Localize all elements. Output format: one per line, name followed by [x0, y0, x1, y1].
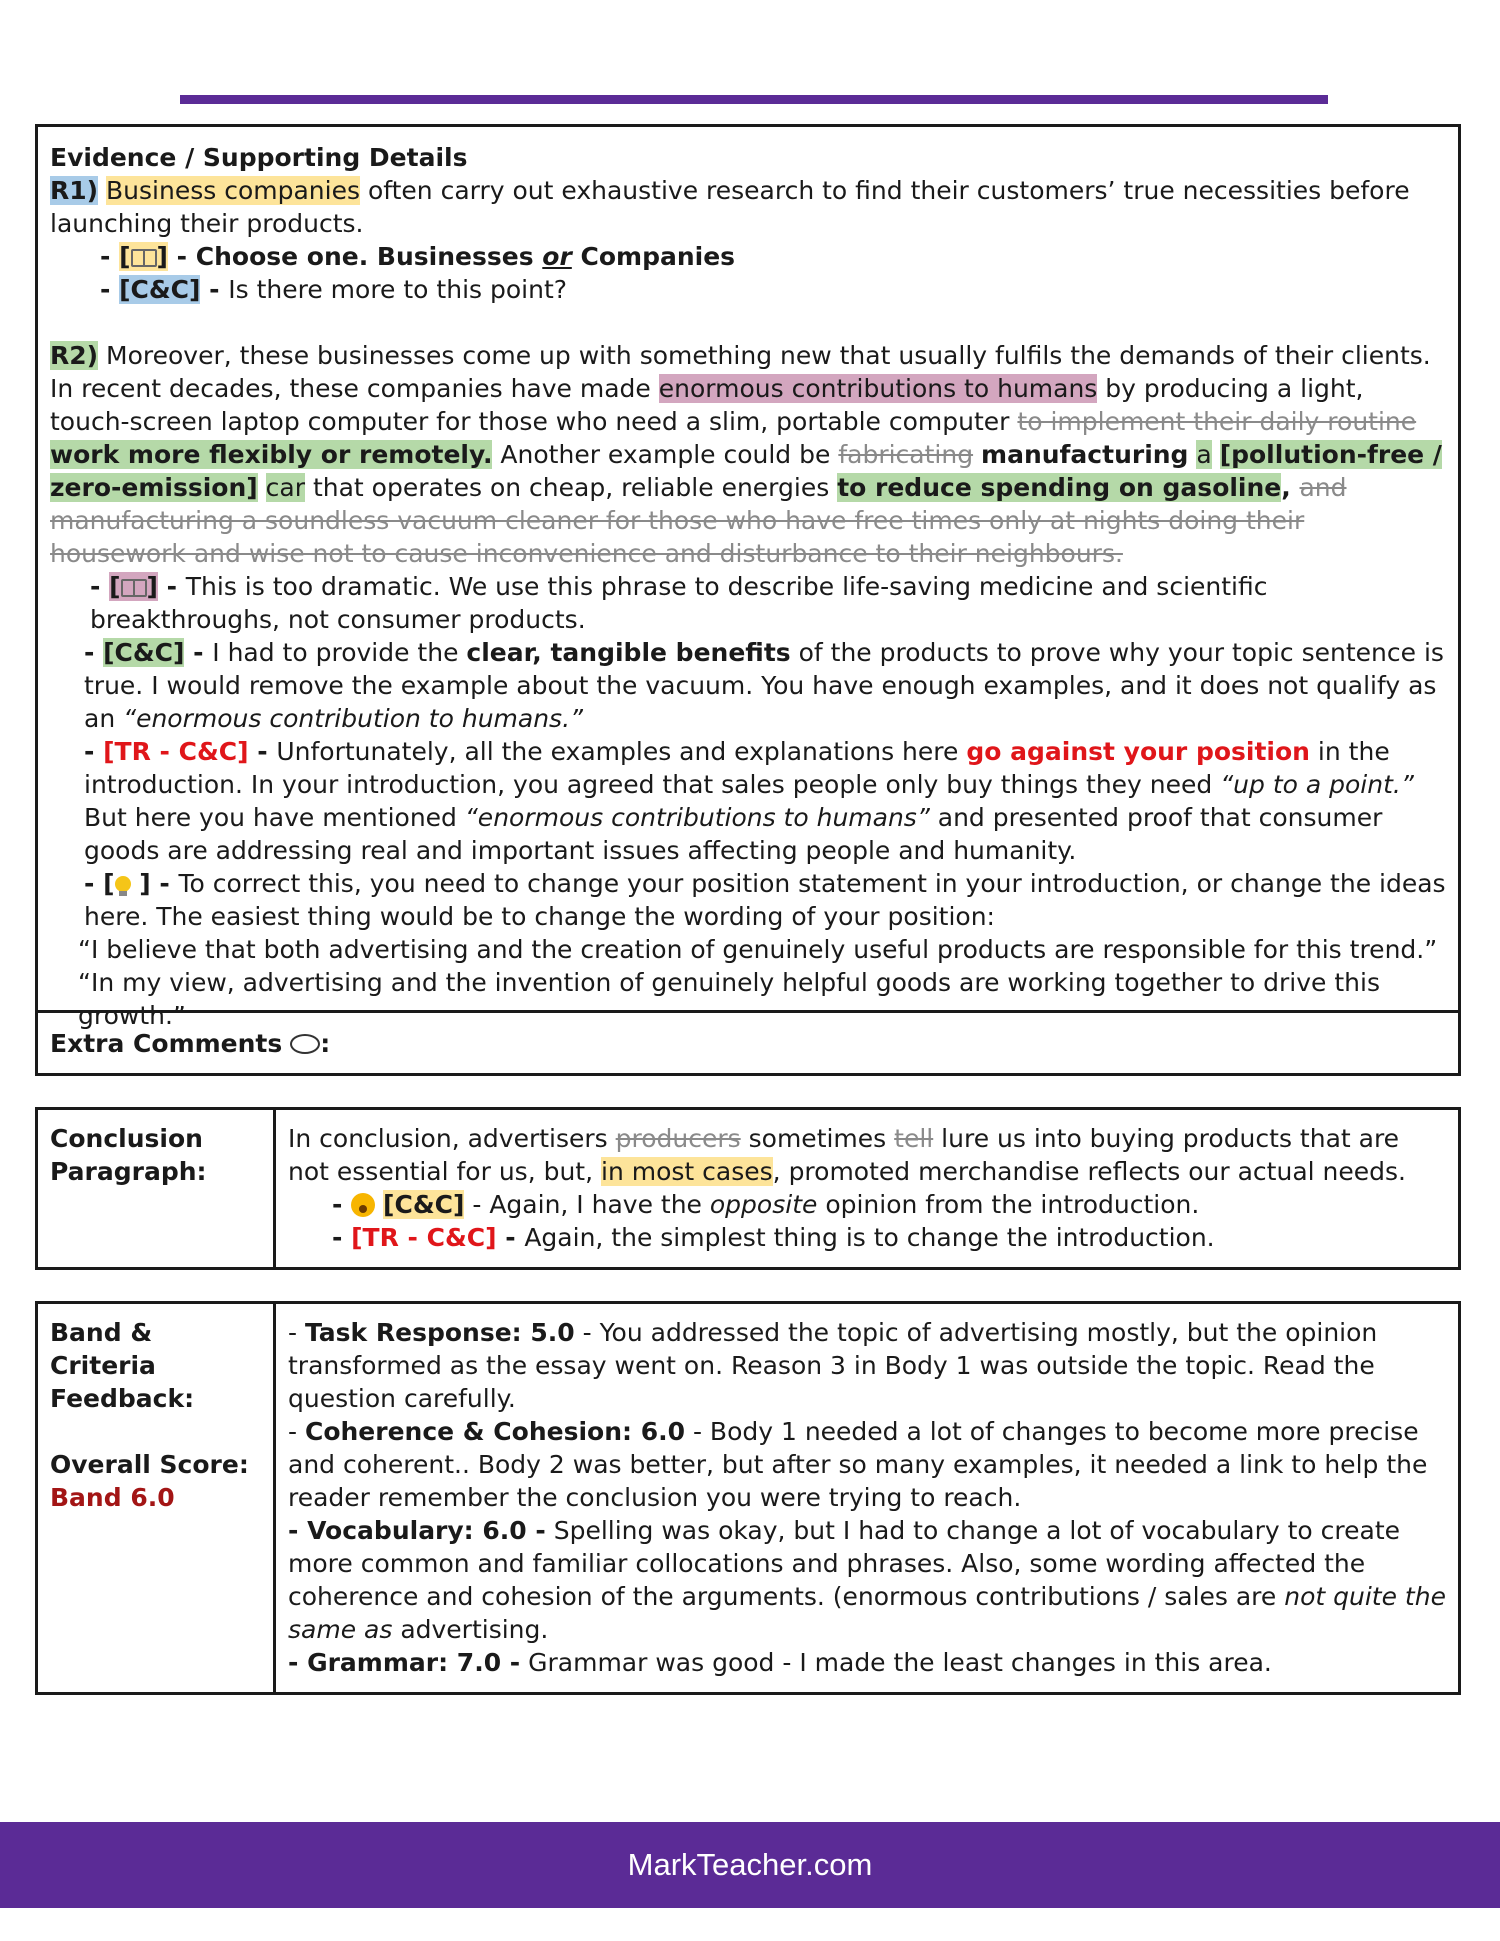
- spacer: [50, 306, 1446, 339]
- criterion-comment: - Body 1 needed a lot of changes to become more precise and coherent.. Body 2 was better, but after so many examples, it needed a link to help the reader remember the conclusion you were trying to reach.: [288, 1417, 1428, 1512]
- r2-comment-tr-cc: [50, 735, 1446, 867]
- conclusion-text: In conclusion, advertisers: [288, 1124, 616, 1153]
- r1-highlight: Business companies: [106, 176, 360, 205]
- comment-text: Choose one. Businesses: [195, 242, 543, 271]
- bullet-dash: -: [100, 242, 120, 271]
- comment-emphasis: or: [542, 242, 572, 271]
- r2-inserted-text: car: [265, 473, 305, 502]
- comment-separator: -: [167, 242, 196, 271]
- comment-text: This is too dramatic. We use this phrase to describe life-saving medicine and scientific breakthroughs, not consumer products.: [90, 572, 1268, 634]
- comment-text: Again, the simplest thing is to change the introduction.: [524, 1223, 1215, 1252]
- r2-deleted-text: and manufacturing a soundless vacuum cleaner for those who have free times only at nights doing their housework and wise not to cause inconvenience and disturbance to their neighbours.: [50, 473, 1347, 568]
- conclusion-comment-cc: [288, 1188, 1446, 1221]
- comment-text: Unfortunately, all the examples and explanations here: [276, 737, 967, 766]
- grammar-feedback: [288, 1646, 1446, 1679]
- conclusion-deleted-text: tell: [894, 1124, 934, 1153]
- r2-deleted-text: to implement their daily routine: [1017, 407, 1417, 436]
- overall-score-label: Overall Score:: [50, 1450, 249, 1479]
- bullet-dash: -: [332, 1223, 352, 1252]
- cc-tag: [C&C]: [103, 638, 185, 667]
- comment-text: To correct this, you need to change your position statement in your introduction, or change the ideas here. The easiest thing would be to change the wording of your position:: [84, 869, 1446, 931]
- spacer: [50, 1415, 261, 1448]
- suggested-position-2: “In my view, advertising and the invention of genuinely helpful goods are working together to drive this growth.”: [78, 968, 1380, 1030]
- conclusion-body: [276, 1110, 1458, 1267]
- r2-comment-idea: [50, 867, 1446, 933]
- bullet-dash: -: [100, 275, 120, 304]
- comment-separator: -: [184, 638, 213, 667]
- r2-label: R2): [50, 341, 99, 370]
- footer-bar: [0, 1822, 1500, 1908]
- r2-deleted-text: fabricating: [838, 440, 974, 469]
- conclusion-text: sometimes: [740, 1124, 895, 1153]
- comment-separator: -: [157, 572, 186, 601]
- comment-separator: -: [464, 1190, 490, 1219]
- comment-quote: “enormous contribution to humans.”: [123, 704, 583, 733]
- criterion-score: - Vocabulary: 6.0 -: [288, 1516, 546, 1545]
- book-icon: [121, 579, 147, 597]
- feedback-body: [276, 1304, 1458, 1692]
- comment-quote: “up to a point.”: [1220, 770, 1414, 799]
- cc-tag: [C&C]: [383, 1190, 465, 1219]
- comment-text: of the products to prove why your topic sentence is true. I would remove the example about the vacuum. You have enough examples, and it does not qualify as an: [84, 638, 1444, 733]
- conclusion-section: [35, 1107, 1461, 1270]
- tag-open: [: [119, 242, 131, 271]
- reason-1-paragraph: [50, 174, 1446, 240]
- r1-text: often carry out exhaustive research to find their customers’ true necessities before launching their products.: [50, 176, 1410, 238]
- conclusion-highlight: in most cases: [601, 1157, 773, 1186]
- evidence-body: [38, 127, 1458, 1030]
- extra-comments: [38, 1013, 1458, 1074]
- comment-separator: -: [248, 737, 277, 766]
- r2-comment-cc: [50, 636, 1446, 735]
- bullet-dash: -: [288, 1318, 305, 1347]
- comment-text: in the introduction. In your introduction, you agreed that sales people only buy things they need: [84, 737, 1390, 799]
- r2-text: [973, 440, 981, 469]
- r2-inserted-text: to reduce spending on gasoline: [837, 473, 1282, 502]
- criterion-comment: advertising.: [392, 1615, 549, 1644]
- surprised-face-icon: [351, 1193, 375, 1217]
- tag-open: [: [103, 869, 115, 898]
- extra-comments-label: Extra Comments: [50, 1029, 283, 1058]
- vocab-tag: [119, 242, 168, 271]
- comment-text: I had to provide the: [212, 638, 467, 667]
- comment-emphasis: opposite: [709, 1190, 818, 1219]
- comment-text: Is there more to this point?: [228, 275, 568, 304]
- bullet-dash: -: [84, 638, 104, 667]
- lightbulb-icon: [115, 876, 131, 892]
- conclusion-text: lure us into buying products that are not essential for us, but,: [288, 1124, 1400, 1186]
- tag-close: ]: [146, 572, 158, 601]
- criterion-score: - Grammar: 7.0 -: [288, 1648, 521, 1677]
- bullet-dash: -: [288, 1417, 305, 1446]
- r1-label: R1): [50, 176, 99, 205]
- comment-text: and presented proof that consumer goods are addressing real and important issues affecting people and humanity.: [84, 803, 1383, 865]
- r2-text: Another example could be: [492, 440, 839, 469]
- r2-inserted-text: work more flexibly or remotely.: [50, 440, 493, 469]
- criterion-comment: Grammar was good - I made the least changes in this area.: [520, 1648, 1272, 1677]
- bullet-dash: -: [84, 869, 104, 898]
- vocab-tag: [109, 572, 158, 601]
- r2-text: [1212, 440, 1220, 469]
- bullet-dash: -: [90, 572, 110, 601]
- vocabulary-feedback: [288, 1514, 1446, 1646]
- comment-emphasis: clear, tangible benefits: [466, 638, 791, 667]
- evidence-section: [35, 124, 1461, 1076]
- criterion-comment: Spelling was okay, but I had to change a lot of vocabulary to create more common and familiar collocations and phrases. Also, some wording affected the coherence and cohesion of the arguments. (enormous contributions / sales are: [288, 1516, 1401, 1611]
- r2-inserted-text: a: [1196, 440, 1212, 469]
- conclusion-label: Conclusion Paragraph:: [38, 1110, 276, 1267]
- conclusion-deleted-text: producers: [615, 1124, 741, 1153]
- bullet-dash: -: [84, 737, 104, 766]
- comment-separator: -: [150, 869, 179, 898]
- comment-separator: -: [200, 275, 229, 304]
- criterion-score: Task Response: 5.0: [304, 1318, 575, 1347]
- speech-bubble-icon: [290, 1034, 320, 1054]
- comment-warning: go against your position: [966, 737, 1310, 766]
- r1-comment-vocab: [50, 240, 1446, 273]
- feedback-section: [35, 1301, 1461, 1695]
- feedback-label-cell: [38, 1304, 276, 1692]
- r2-comment-vocab: [50, 570, 1446, 636]
- book-icon: [131, 249, 157, 267]
- tr-cc-tag: [TR - C&C]: [103, 737, 249, 766]
- tag-close: ]: [156, 242, 168, 271]
- coherence-cohesion-feedback: [288, 1415, 1446, 1514]
- comment-text: But here you have mentioned: [84, 803, 465, 832]
- task-response-feedback: [288, 1316, 1446, 1415]
- comment-separator: -: [496, 1223, 525, 1252]
- r1-comment-cc: [50, 273, 1446, 306]
- r2-text: that operates on cheap, reliable energies: [305, 473, 838, 502]
- evidence-heading: Evidence / Supporting Details: [50, 143, 468, 172]
- extra-comments-colon: :: [320, 1029, 331, 1058]
- feedback-label: Band & Criteria Feedback:: [50, 1318, 195, 1413]
- r2-inserted-text: manufacturing: [981, 440, 1189, 469]
- bullet-dash: -: [332, 1190, 352, 1219]
- conclusion-comment-tr-cc: [288, 1221, 1446, 1254]
- comment-text: Again, I have the: [489, 1190, 710, 1219]
- r2-text: ,: [1281, 473, 1300, 502]
- r2-text: Moreover, these businesses come up with something new that usually fulfils the demands of their clients. In recent decades, these companies have made: [50, 341, 1431, 403]
- top-divider: [180, 95, 1328, 104]
- r2-highlight-pink: enormous contributions to humans: [658, 374, 1098, 403]
- criterion-comment: - You addressed the topic of advertising mostly, but the opinion transformed as the essay went on. Reason 3 in Body 1 was outside the topic. Read the question carefully.: [288, 1318, 1378, 1413]
- r2-text: [258, 473, 266, 502]
- conclusion-text: , promoted merchandise reflects our actual needs.: [772, 1157, 1406, 1186]
- cc-tag: [C&C]: [119, 275, 201, 304]
- overall-score-value: Band 6.0: [50, 1483, 175, 1512]
- tag-open: [: [109, 572, 121, 601]
- r2-inserted-text: [pollution-free / zero-emission]: [50, 440, 1442, 502]
- comment-text: Companies: [571, 242, 736, 271]
- suggested-position-1: “I believe that both advertising and the creation of genuinely useful products are responsible for this trend.”: [78, 935, 1438, 964]
- footer-site-link[interactable]: MarkTeacher.com: [627, 1847, 873, 1882]
- comment-quote: “enormous contributions to humans”: [464, 803, 930, 832]
- criterion-emphasis: not quite the same as: [288, 1582, 1446, 1644]
- reason-2-paragraph: [50, 339, 1446, 570]
- r2-text: by producing a light, touch-screen laptop computer for those who need a slim, portable computer: [50, 374, 1364, 436]
- conclusion-paragraph: [288, 1122, 1446, 1188]
- tr-cc-tag: [TR - C&C]: [351, 1223, 497, 1252]
- tag-close: ]: [130, 869, 151, 898]
- criterion-score: Coherence & Cohesion: 6.0: [304, 1417, 685, 1446]
- comment-text: opinion from the introduction.: [817, 1190, 1200, 1219]
